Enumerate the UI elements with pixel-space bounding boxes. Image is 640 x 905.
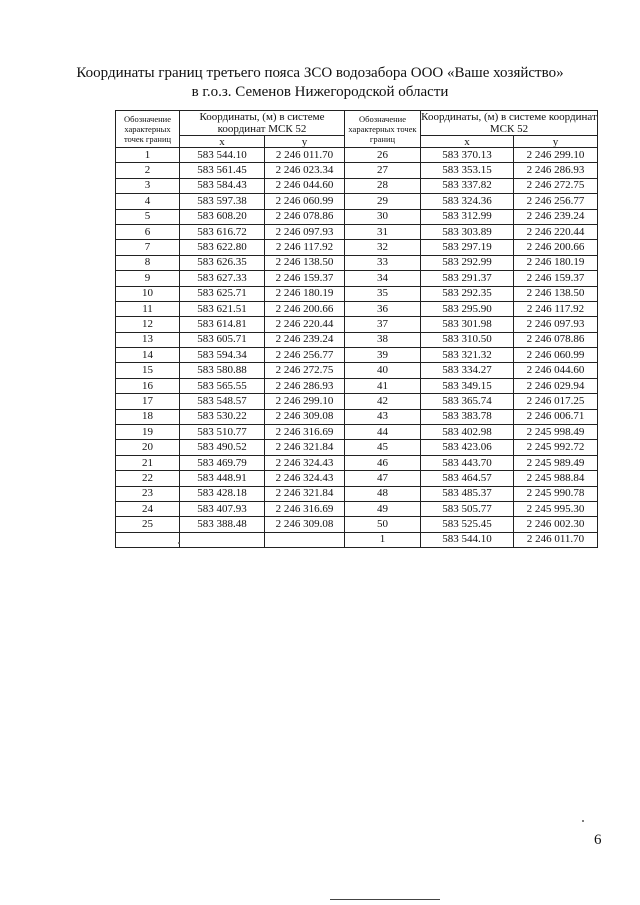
table-cell-y1: 2 246 011.70 [265,148,345,163]
table-cell-x1: 583 616.72 [180,224,265,239]
table-cell-p1: 18 [116,409,180,424]
table-cell-y2: 2 246 272.75 [514,178,598,193]
table-cell-x2: 583 334.27 [421,363,514,378]
table-cell-x2: 583 312.99 [421,209,514,224]
table-row [116,532,598,547]
table-cell-p1: 5 [116,209,180,224]
header-point-label-right: Обозначение характерных точек границ [345,111,421,148]
table-cell-p1: 8 [116,255,180,270]
table-cell-y1: 2 246 256.77 [265,348,345,363]
table-cell-y1: 2 246 321.84 [265,440,345,455]
table-cell-x1: 583 510.77 [180,425,265,440]
table-cell-x2: 583 443.70 [421,455,514,470]
table-cell-p2: 33 [345,255,421,270]
table-cell-p2: 40 [345,363,421,378]
table-cell-p1: 13 [116,332,180,347]
header-y-right: y [514,136,598,148]
table-cell-y1: 2 246 321.84 [265,486,345,501]
table-cell-p1: 17 [116,394,180,409]
table-cell-p1: 1 [116,148,180,163]
table-cell-p2: 46 [345,455,421,470]
table-cell-y1: 2 246 286.93 [265,378,345,393]
table-cell-x1: 583 605.71 [180,332,265,347]
table-row [116,425,598,440]
table-cell-p1: 22 [116,471,180,486]
table-cell-x1: 583 530.22 [180,409,265,424]
table-cell-p1: 7 [116,240,180,255]
table-cell-x2: 583 292.35 [421,286,514,301]
header-coords-system-right: Координаты, (м) в системе координат МСК 52 [421,111,597,135]
table-row [116,301,598,316]
table-cell-x2: 583 402.98 [421,425,514,440]
table-cell-y2: 2 246 097.93 [514,317,598,332]
table-row [116,471,598,486]
table-cell-p2: 41 [345,378,421,393]
table-cell-x2: 583 291.37 [421,271,514,286]
table-cell-p1: 10 [116,286,180,301]
table-cell-x1: 583 469.79 [180,455,265,470]
table-cell-p2: 29 [345,194,421,209]
table-cell-y2: 2 246 200.66 [514,240,598,255]
table-cell-p1: 21 [116,455,180,470]
table-cell-x2: 583 365.74 [421,394,514,409]
table-cell-x2: 583 321.32 [421,348,514,363]
table-cell-y1: 2 246 324.43 [265,455,345,470]
table-cell-y2: 2 246 017.25 [514,394,598,409]
table-cell-y1: 2 246 159.37 [265,271,345,286]
table-cell-p1: 6 [116,224,180,239]
table-cell-x1: 583 548.57 [180,394,265,409]
scan-edge-line [330,899,440,900]
table-cell-y1: 2 246 044.60 [265,178,345,193]
table-row [116,194,598,209]
table-cell-x1: 583 594.34 [180,348,265,363]
table-cell-p1: 24 [116,501,180,516]
table-cell-y1: 2 246 117.92 [265,240,345,255]
table-cell-y1: 2 246 200.66 [265,301,345,316]
table-cell-p1: 12 [116,317,180,332]
table-cell-y1: 2 246 023.34 [265,163,345,178]
table-cell-y2: 2 246 006.71 [514,409,598,424]
table-cell-x1: 583 597.38 [180,194,265,209]
table-row [116,348,598,363]
table-cell-y2: 2 245 992.72 [514,440,598,455]
scan-speck [178,542,180,544]
table-cell-p1: 11 [116,301,180,316]
table-cell-y1: 2 246 220.44 [265,317,345,332]
table-cell-y1: 2 246 138.50 [265,255,345,270]
header-coords-system-left: Координаты, (м) в системе координат МСК 52 [180,111,345,136]
coordinates-table [115,110,598,548]
table-row [116,317,598,332]
table-cell-x2: 583 525.45 [421,517,514,532]
table-cell-x1: 583 626.35 [180,255,265,270]
table-cell-x1: 583 608.20 [180,209,265,224]
table-cell-y1: 2 246 097.93 [265,224,345,239]
table-cell-p1: 15 [116,363,180,378]
document-title-line-1: Координаты границ третьего пояса ЗСО водозабора ООО «Ваше хозяйство» [76,65,564,81]
table-cell-y1: 2 246 180.19 [265,286,345,301]
table-cell-y1: 2 246 272.75 [265,363,345,378]
table-cell-y2: 2 246 060.99 [514,348,598,363]
table-cell-y2: 2 246 029.94 [514,378,598,393]
table-cell-x2: 583 353.15 [421,163,514,178]
table-row [116,224,598,239]
table-cell-p2: 39 [345,348,421,363]
table-cell-x1: 583 490.52 [180,440,265,455]
table-cell-x1 [180,532,265,547]
table-cell-p2: 1 [345,532,421,547]
table-cell-y2: 2 245 995.30 [514,501,598,516]
table-cell-p2: 26 [345,148,421,163]
table-cell-y1: 2 246 316.69 [265,501,345,516]
table-cell-x1: 583 561.45 [180,163,265,178]
table-cell-p2: 50 [345,517,421,532]
table-row [116,286,598,301]
table-cell-p1: 23 [116,486,180,501]
table-cell-x2: 583 292.99 [421,255,514,270]
table-cell-y2: 2 246 002.30 [514,517,598,532]
table-cell-y2: 2 246 239.24 [514,209,598,224]
table-cell-p1: 3 [116,178,180,193]
table-cell-y2: 2 245 988.84 [514,471,598,486]
table-cell-p2: 42 [345,394,421,409]
table-cell-y2: 2 246 256.77 [514,194,598,209]
table-cell-p2: 34 [345,271,421,286]
header-x-right: x [421,136,514,148]
table-cell-p2: 36 [345,301,421,316]
table-cell-y1: 2 246 309.08 [265,517,345,532]
table-cell-x2: 583 310.50 [421,332,514,347]
table-row [116,209,598,224]
table-cell-p1: 4 [116,194,180,209]
table-cell-x1: 583 614.81 [180,317,265,332]
table-cell-x1: 583 448.91 [180,471,265,486]
table-row [116,394,598,409]
table-cell-x1: 583 428.18 [180,486,265,501]
table-cell-p2: 37 [345,317,421,332]
table-cell-y2: 2 245 998.49 [514,425,598,440]
table-cell-x2: 583 383.78 [421,409,514,424]
table-cell-x2: 583 295.90 [421,301,514,316]
table-row [116,271,598,286]
table-cell-x1: 583 622.80 [180,240,265,255]
table-row [116,363,598,378]
table-cell-y2: 2 246 299.10 [514,148,598,163]
table-cell-p1 [116,532,180,547]
table-row [116,148,598,163]
header-x-left: x [180,136,265,148]
table-cell-x2: 583 464.57 [421,471,514,486]
table-cell-p1: 9 [116,271,180,286]
table-cell-y2: 2 246 286.93 [514,163,598,178]
table-cell-x1: 583 584.43 [180,178,265,193]
table-cell-p2: 44 [345,425,421,440]
table-cell-p2: 43 [345,409,421,424]
table-cell-p2: 27 [345,163,421,178]
table-cell-x1: 583 621.51 [180,301,265,316]
table-cell-x2: 583 423.06 [421,440,514,455]
table-cell-y2: 2 246 159.37 [514,271,598,286]
table-cell-x1: 583 625.71 [180,286,265,301]
table-cell-x2: 583 370.13 [421,148,514,163]
table-cell-p1: 25 [116,517,180,532]
table-cell-y2: 2 246 220.44 [514,224,598,239]
table-row [116,455,598,470]
table-row [116,332,598,347]
table-cell-p2: 28 [345,178,421,193]
table-cell-p2: 31 [345,224,421,239]
table-cell-y2: 2 246 117.92 [514,301,598,316]
page-number: 6 [594,832,602,848]
table-cell-p1: 14 [116,348,180,363]
table-row [116,255,598,270]
table-cell-x2: 583 301.98 [421,317,514,332]
table-cell-x1: 583 388.48 [180,517,265,532]
table-cell-y2: 2 246 044.60 [514,363,598,378]
table-cell-p2: 38 [345,332,421,347]
table-cell-x2: 583 505.77 [421,501,514,516]
table-cell-x2: 583 544.10 [421,532,514,547]
table-cell-x2: 583 337.82 [421,178,514,193]
table-cell-y1: 2 246 060.99 [265,194,345,209]
table-cell-y2: 2 246 011.70 [514,532,598,547]
table-row [116,486,598,501]
table-cell-x2: 583 485.37 [421,486,514,501]
table-cell-y1: 2 246 316.69 [265,425,345,440]
table-cell-y2: 2 245 989.49 [514,455,598,470]
table-row [116,178,598,193]
table-row [116,378,598,393]
table-cell-p2: 49 [345,501,421,516]
document-title-line-2: в г.о.з. Семенов Нижегородской области [191,84,449,100]
table-row [116,517,598,532]
table-cell-y2: 2 245 990.78 [514,486,598,501]
table-cell-x1: 583 565.55 [180,378,265,393]
table-cell-x1: 583 407.93 [180,501,265,516]
table-row [116,163,598,178]
table-cell-p1: 19 [116,425,180,440]
scan-speck [582,820,584,822]
header-point-label-left: Обозначение характерных точек границ [116,111,180,148]
table-cell-x2: 583 303.89 [421,224,514,239]
table-cell-x2: 583 297.19 [421,240,514,255]
table-row [116,440,598,455]
table-cell-x1: 583 580.88 [180,363,265,378]
table-cell-p2: 32 [345,240,421,255]
table-cell-y2: 2 246 138.50 [514,286,598,301]
header-y-left: y [265,136,345,148]
table-cell-y1: 2 246 324.43 [265,471,345,486]
table-cell-p1: 20 [116,440,180,455]
table-cell-p1: 16 [116,378,180,393]
table-cell-y1: 2 246 309.08 [265,409,345,424]
table-cell-p2: 35 [345,286,421,301]
table-cell-y2: 2 246 180.19 [514,255,598,270]
table-cell-y1: 2 246 239.24 [265,332,345,347]
table-cell-p2: 47 [345,471,421,486]
table-cell-x1: 583 627.33 [180,271,265,286]
table-cell-p2: 45 [345,440,421,455]
table-cell-p2: 30 [345,209,421,224]
table-cell-y1: 2 246 299.10 [265,394,345,409]
table-cell-x1: 583 544.10 [180,148,265,163]
table-cell-y1: 2 246 078.86 [265,209,345,224]
table-row [116,240,598,255]
table-cell-y2: 2 246 078.86 [514,332,598,347]
table-cell-x2: 583 324.36 [421,194,514,209]
table-cell-p1: 2 [116,163,180,178]
table-cell-x2: 583 349.15 [421,378,514,393]
table-cell-y1 [265,532,345,547]
table-cell-p2: 48 [345,486,421,501]
table-row [116,501,598,516]
table-row [116,409,598,424]
